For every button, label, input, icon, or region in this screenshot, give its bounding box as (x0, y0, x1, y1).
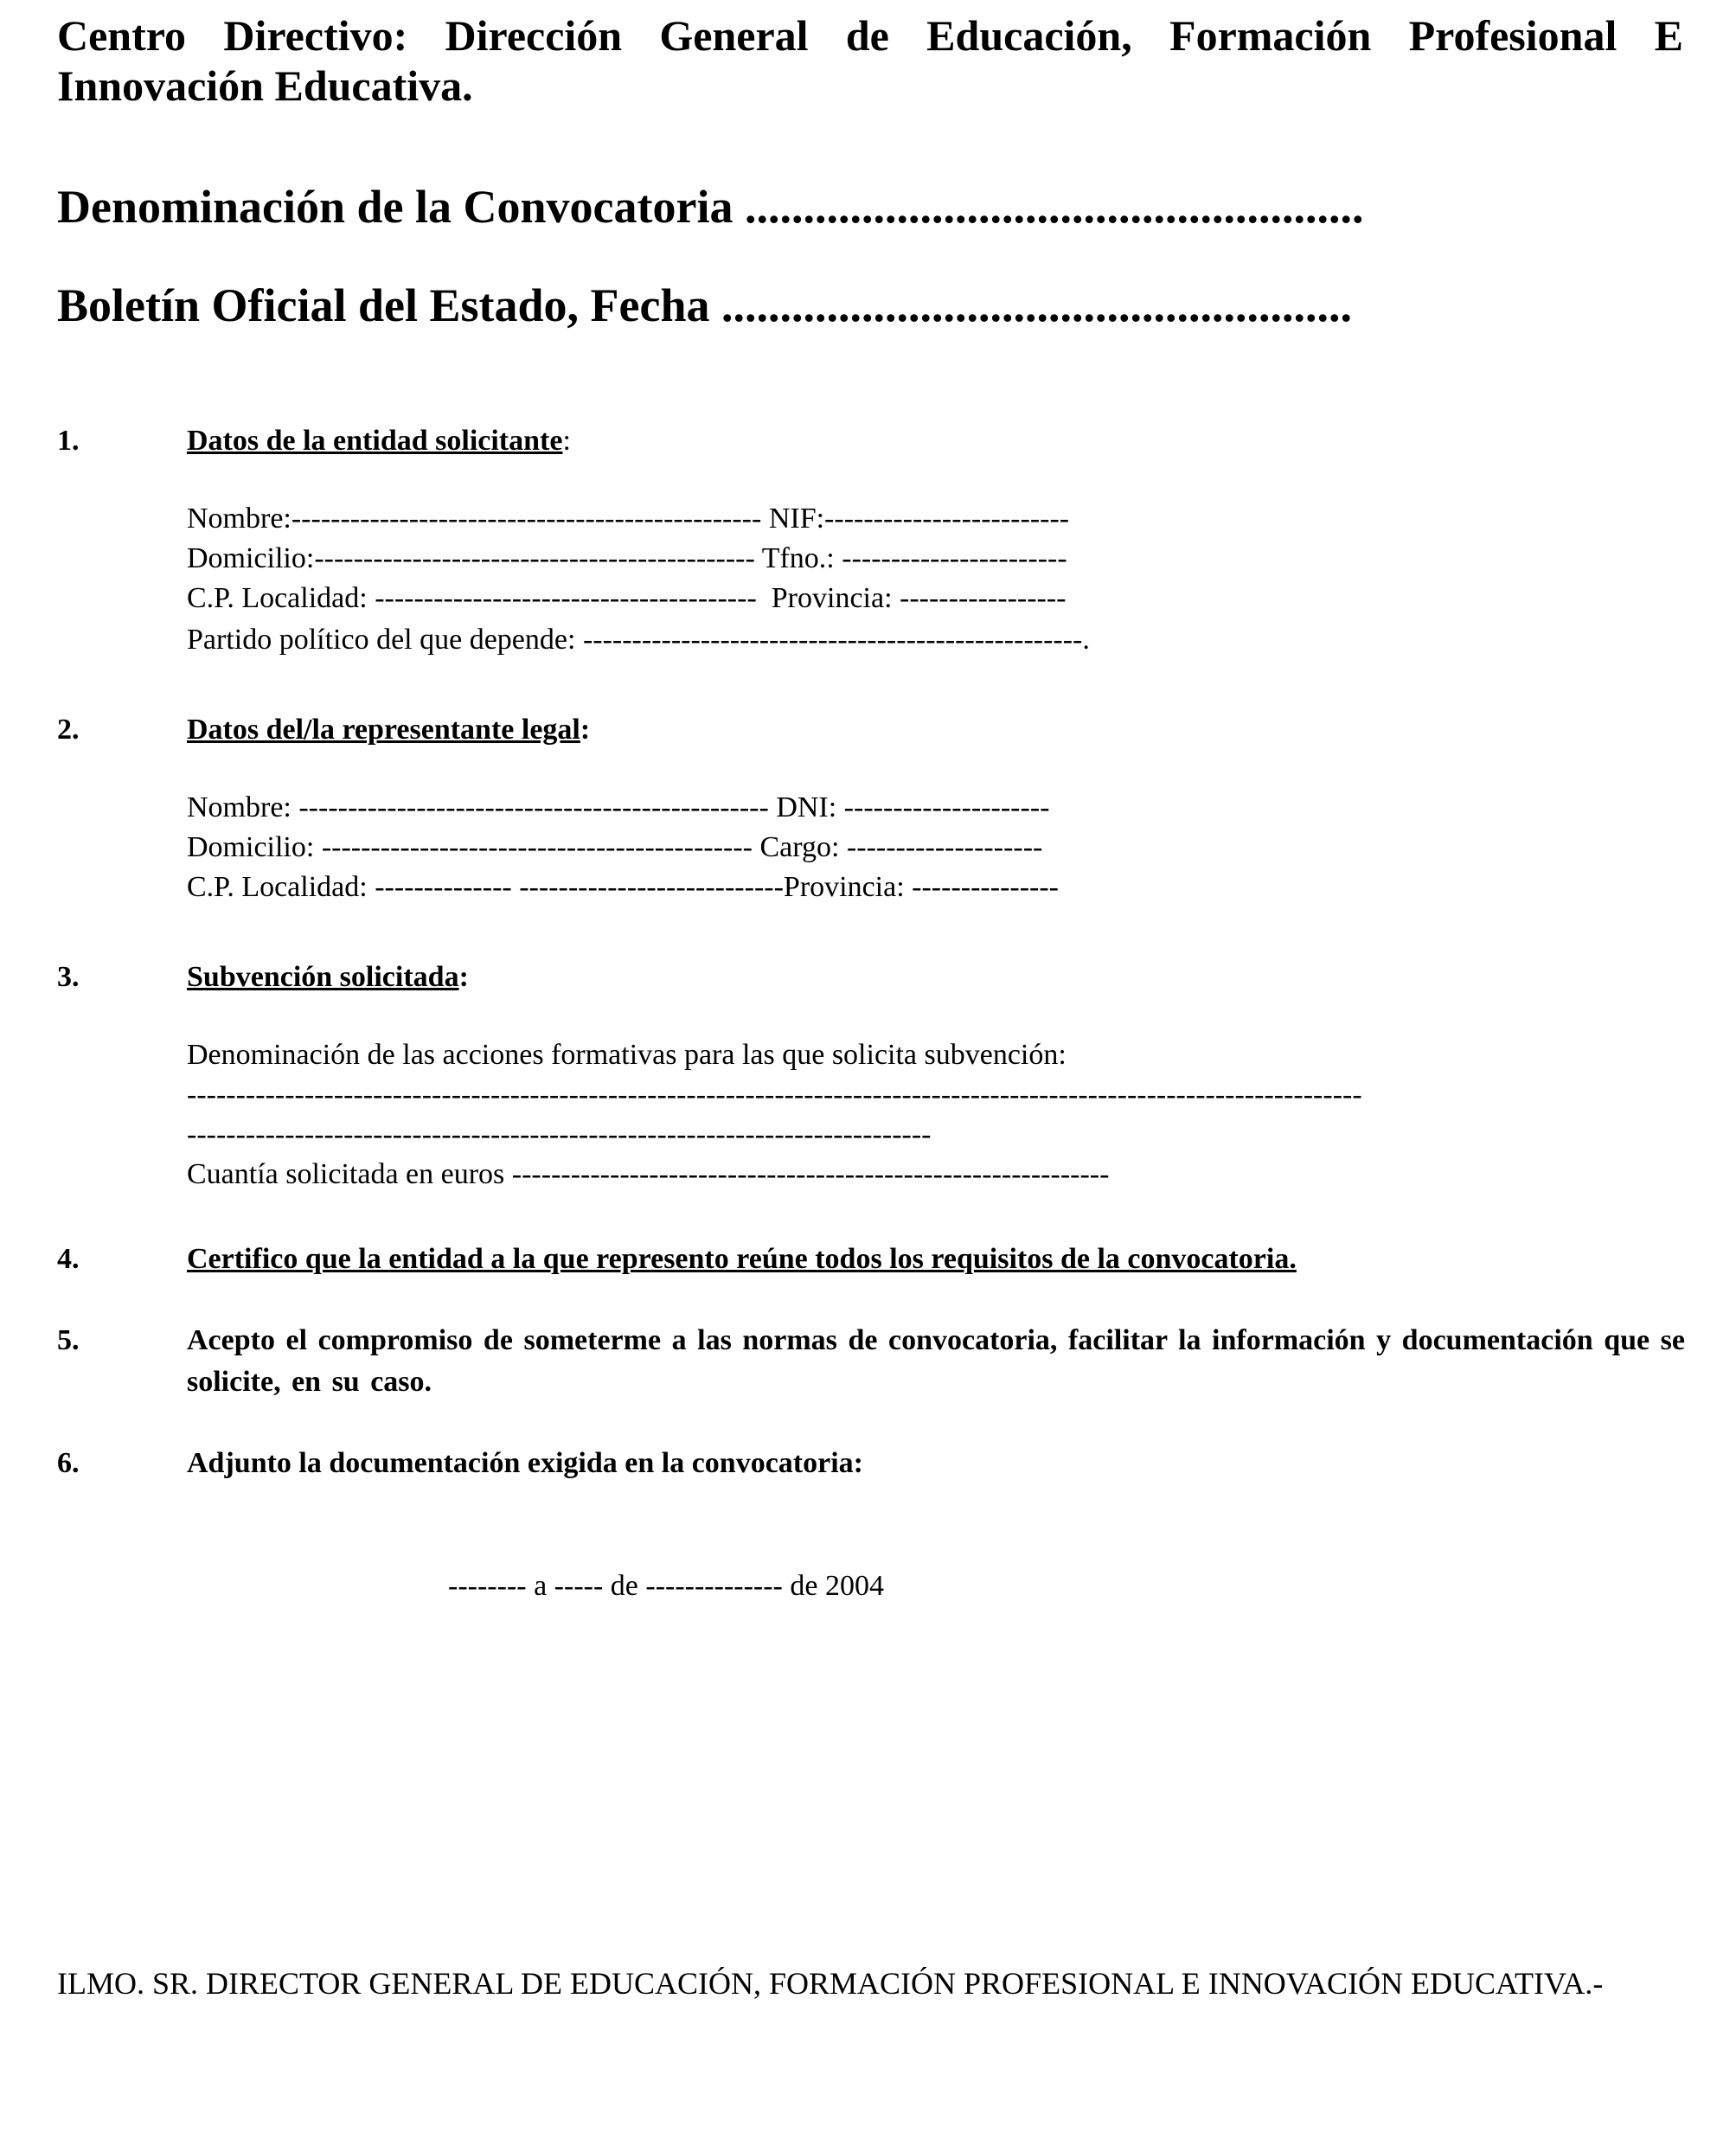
section-1-number: 1. (57, 425, 80, 457)
representante-nombre-dni-line: Nombre: ------------------------------------------------ DNI: --------------------- (187, 791, 1050, 823)
entidad-domicilio-tfno-line: Domicilio:--------------------------------------------- Tfno.: ----------------------- (187, 542, 1067, 574)
section-3-heading (187, 958, 469, 996)
denominacion-convocatoria-field: Denominación de la Convocatoria ..................................................... (57, 181, 1364, 233)
entidad-nombre-nif-line: Nombre:------------------------------------------------ NIF:------------------------- (187, 503, 1070, 535)
section-1-heading (187, 422, 571, 460)
section-6-number: 6. (57, 1447, 80, 1479)
acciones-formativas-label: Denominación de las acciones formativas para las que solicita subvención: (187, 1039, 1067, 1071)
boletin-fecha-field: Boletín Oficial del Estado, Fecha ...................................................... (57, 279, 1352, 331)
acciones-formativas-blank-2: ---------------------------------------------------------------------------- (187, 1118, 932, 1150)
section-2-title-suffix: : (580, 714, 591, 746)
date-place-line: -------- a ----- de -------------- de 2004 (448, 1570, 884, 1602)
section-2-number: 2. (57, 714, 80, 746)
section-1-title-suffix: : (562, 425, 571, 457)
section-4-number: 4. (57, 1243, 80, 1275)
acepto-compromiso-statement: Acepto el compromiso de someterme a las normas de convocatoria, facilitar la información y documentación que se solicite, en su caso. (187, 1324, 1685, 1398)
section-5-number: 5. (57, 1324, 80, 1356)
section-2-heading (187, 711, 590, 749)
representante-domicilio-cargo-line: Domicilio: -------------------------------------------- Cargo: -------------------- (187, 831, 1043, 863)
section-4-text (187, 1240, 1297, 1278)
section-3-title-suffix: : (458, 961, 469, 993)
section-3-number: 3. (57, 961, 80, 993)
adjunto-documentacion-statement: Adjunto la documentación exigida en la convocatoria: (187, 1447, 863, 1479)
acciones-formativas-blank-1: ------------------------------------------------------------------------------------------------------------------------ (187, 1079, 1362, 1111)
centro-directivo-heading: Centro Directivo: Dirección General de Educación, Formación Profesional E Innovación Educativa. (57, 11, 1683, 110)
certifico-statement: Certifico que la entidad a la que represento reúne todos los requisitos de la convocatoria. (187, 1243, 1297, 1275)
section-2-title: Datos del/la representante legal (187, 714, 580, 746)
representante-cp-provincia-line: C.P. Localidad: -------------- ---------------------------Provincia: --------------- (187, 871, 1059, 903)
entidad-cp-provincia-line: C.P. Localidad: --------------------------------------- Provincia: ----------------- (187, 582, 1067, 614)
section-3-title: Subvención solicitada (187, 961, 459, 993)
section-1-title: Datos de la entidad solicitante (187, 425, 563, 457)
entidad-partido-line: Partido político del que depende: ---------------------------------------------------. (187, 624, 1090, 656)
addressee-footer: ILMO. SR. DIRECTOR GENERAL DE EDUCACIÓN, FORMACIÓN PROFESIONAL E INNOVACIÓN EDUCATIVA.- (57, 1966, 1604, 2001)
cuantia-solicitada-line: Cuantía solicitada en euros ------------------------------------------------------------- (187, 1158, 1110, 1190)
